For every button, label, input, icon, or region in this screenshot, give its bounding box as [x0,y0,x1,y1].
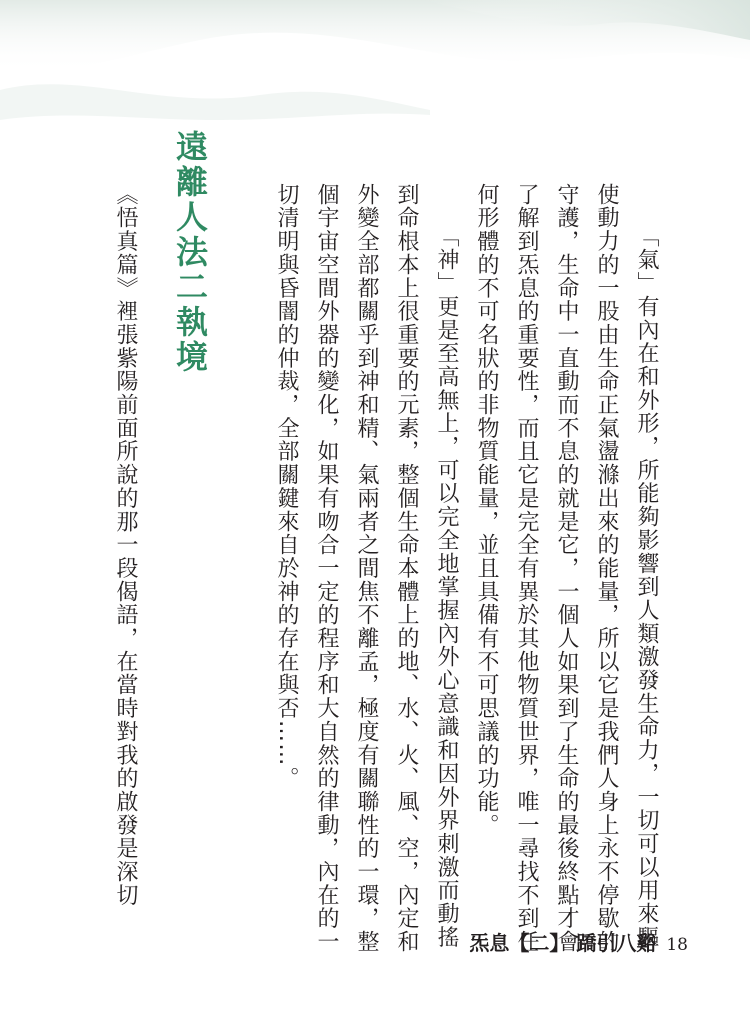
text-column: 外變全部都關乎到神和精、氣兩者之間焦不離孟，極度有關聯性的一環，整 [354,183,379,954]
text-column: 了解到炁息的重要性，而且它是完全有異於其他物質世界，唯一尋找不到任 [514,183,539,954]
running-title: 炁息【二】 蹻引八谿 [469,931,657,955]
text-column: 到命根本上很重要的元素，整個生命本體上的地、水、火、風、空，內定和 [394,183,419,954]
text-column: 「神」更是至高無上，可以完全地掌握內外心意識和因外界刺激而動搖 [434,225,459,949]
page-number: 18 [666,935,688,955]
text-column: 《悟真篇》裡張紫陽前面所說的那一段偈語，在當時對我的啟發是深切 [113,183,138,907]
text-column: 守護，生命中一直動而不息的就是它，一個人如果到了生命的最後終點才會 [554,183,579,954]
text-column: 個宇宙空間外器的變化，如果有吻合一定的程序和大自然的律動，內在的一 [314,183,339,954]
text-column: 「氣」有內在和外形，所能夠影響到人類激發生命力，一切可以用來驅 [634,225,659,949]
section-heading: 遠離人法二執境 [171,130,209,375]
ink-wash-decoration [0,0,750,190]
text-column: 切清明與昏闇的仲裁，全部關鍵來自於神的存在與否……。 [274,183,299,791]
page-footer [469,927,688,956]
text-column: 何形體的不可名狀的非物質能量，並且具備有不可思議的功能。 [474,183,499,837]
text-column: 使動力的一股由生命正氣盪滌出來的能量，所以它是我們人身上永不停歇的 [594,183,619,954]
